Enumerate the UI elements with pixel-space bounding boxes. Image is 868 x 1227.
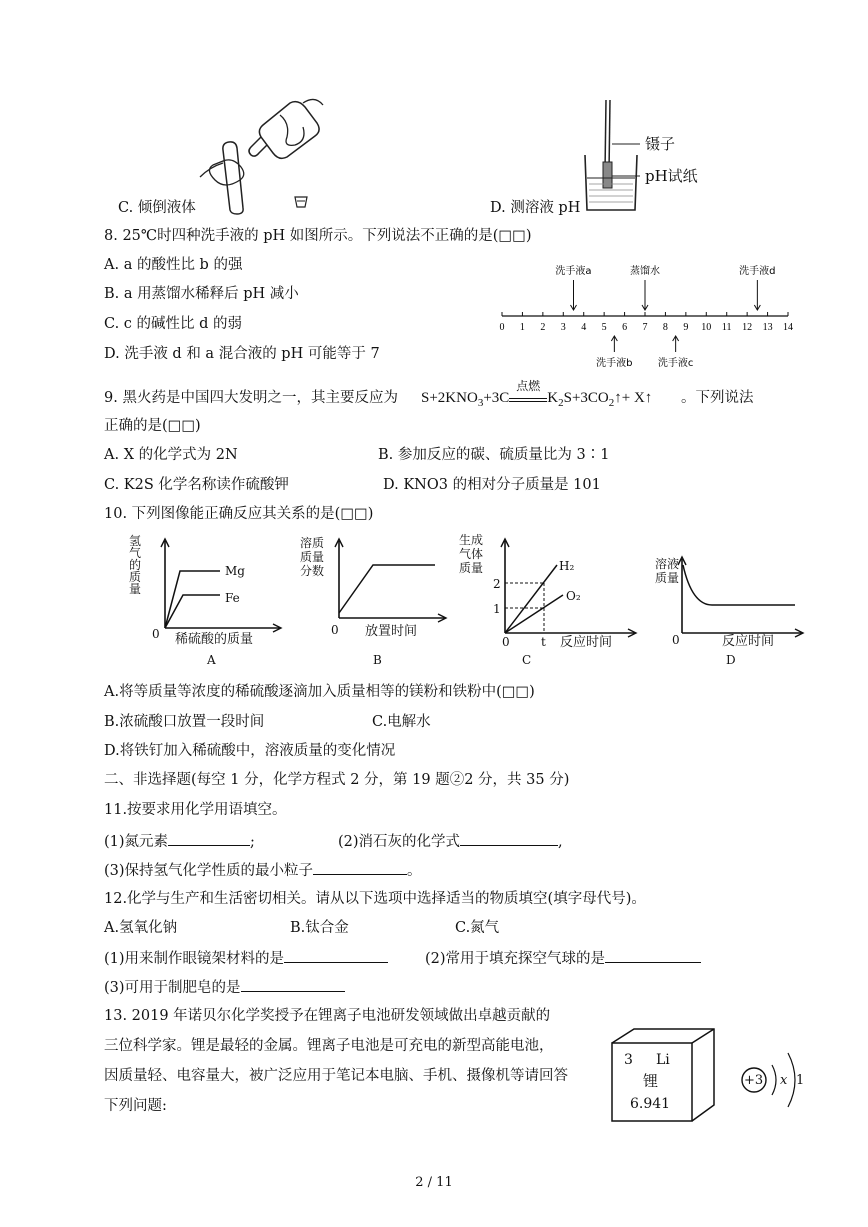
ph-marker-label: 洗手液c: [657, 358, 694, 368]
ph-tick-label: 10: [701, 322, 712, 333]
q11-answer-1[interactable]: [168, 831, 250, 846]
q11-stem: 11.按要求用化学用语填空。: [104, 802, 287, 818]
ph-tick-label: 14: [783, 322, 793, 333]
nucleus-charge: +3: [744, 1073, 764, 1088]
q11-answer-2[interactable]: [460, 831, 558, 846]
atomic-mass: 6.941: [630, 1096, 671, 1112]
q11-part2: (2)消石灰的化学式 ,: [338, 831, 563, 851]
q8-stem: 8. 25℃时四种洗手液的 pH 如图所示。下列说法不正确的是(□□): [104, 228, 532, 244]
q12-answer-1[interactable]: [284, 948, 388, 963]
q9-option-a: A. X 的化学式为 2N: [104, 447, 238, 463]
q13-line1: 13. 2019 年诺贝尔化学奖授予在锂离子电池研发领域做出卓越贡献的: [104, 1008, 551, 1024]
graph-a: 氢 气 的 质 量 Mg Fe 0 稀硫酸的质量 A: [125, 533, 285, 668]
lithium-element-cell: [610, 1027, 720, 1123]
option-d-label: D. 测溶液 pH: [490, 200, 581, 216]
ph-marker-label: 洗手液a: [555, 266, 592, 277]
ph-marker-label: 蒸馏水: [630, 266, 660, 277]
q10-option-a: A.将等质量等浓度的稀硫酸逐滴加入质量相等的镁粉和铁粉中(□□): [104, 684, 535, 700]
ph-marker-label: 洗手液b: [596, 358, 633, 368]
ph-tick-label: 1: [519, 322, 525, 333]
q9-option-b: B. 参加反应的碳、硫质量比为 3∶1: [378, 447, 610, 463]
tweezers-label: 镊子: [645, 135, 676, 153]
ph-tick-label: 4: [581, 322, 587, 333]
ph-marker-label: 洗手液d: [739, 266, 776, 277]
q13-line3: 因质量轻、电容量大，被广泛应用于笔记本电脑、手机、摄像机等请回答: [104, 1068, 568, 1084]
page-number: 2 / 11: [415, 1175, 453, 1190]
reaction-condition: 点燃: [516, 379, 541, 393]
graph-d: 溶液 质量 0 反应时间 D: [650, 553, 810, 668]
q12-part3: (3)可用于制肥皂的是: [104, 977, 345, 997]
q11-part3: (3)保持氢气化学性质的最小粒子 。: [104, 860, 422, 880]
ph-tick-label: 13: [762, 322, 773, 333]
shell-1-electrons: x: [780, 1073, 788, 1088]
q11-part1: (1)氮元素 ;: [104, 831, 255, 851]
q8-option-c: C. c 的碱性比 d 的弱: [104, 316, 243, 332]
q9-stem-pre: 9. 黑火药是中国四大发明之一，其主要反应为: [104, 390, 398, 406]
ph-tick-label: 11: [721, 322, 732, 333]
ph-tick-label: 7: [642, 322, 648, 333]
option-c-label: C. 倾倒液体: [118, 200, 196, 216]
shell-2-electrons: 1: [796, 1073, 805, 1088]
element-name: 锂: [643, 1072, 659, 1090]
q13-line4: 下列问题:: [104, 1098, 167, 1114]
ph-tick-label: 12: [742, 322, 753, 333]
q8-option-b: B. a 用蒸馏水稀释后 pH 减小: [104, 286, 299, 302]
q10-stem: 10. 下列图像能正确反应其关系的是(□□): [104, 506, 374, 522]
q9-stem-post: 。下列说法: [681, 390, 754, 406]
q8-option-d: D. 洗手液 d 和 a 混合液的 pH 可能等于 7: [104, 346, 380, 362]
q12-option-a: A.氢氧化钠: [104, 920, 178, 936]
ph-tick-label: 9: [683, 322, 689, 333]
q13-line2: 三位科学家。锂是最轻的金属。锂离子电池是可充电的新型高能电池，: [104, 1038, 554, 1054]
ph-tick-label: 6: [622, 322, 628, 333]
q12-stem: 12.化学与生产和生活密切相关。请从以下选项中选择适当的物质填空(填字母代号)。: [104, 891, 646, 907]
lithium-atom-structure: [738, 1045, 808, 1115]
graph-c: 生成 气体 质量 2 1 H₂ O₂ 0 t 反应时间 C: [455, 533, 640, 668]
q9-equation: $S+2KNO_3+3C$ 点燃 $K_2S+3CO_2↑+$ X↑: [421, 379, 653, 409]
ph-tick-label: 3: [560, 322, 566, 333]
q9-option-c: C. K2S 化学名称读作硫酸钾: [104, 477, 289, 493]
ph-tick-label: 5: [601, 322, 607, 333]
pouring-liquid-illustration: [195, 95, 330, 215]
q11-answer-3[interactable]: [313, 860, 407, 875]
q12-answer-2[interactable]: [605, 948, 701, 963]
q10-option-d: D.将铁钉加入稀硫酸中，溶液质量的变化情况: [104, 743, 396, 759]
ph-scale-chart: [490, 258, 800, 368]
ph-paper-label: pH试纸: [645, 167, 698, 185]
q12-option-c: C.氮气: [455, 920, 500, 936]
atomic-number: 3: [624, 1052, 633, 1068]
q9-stem-line2: 正确的是(□□): [104, 418, 201, 434]
q10-option-b: B.浓硫酸口放置一段时间: [104, 714, 265, 730]
q9-option-d: D. KNO3 的相对分子质量是 101: [383, 477, 601, 493]
q12-part1: (1)用来制作眼镜架材料的是: [104, 948, 388, 968]
ph-tick-label: 0: [499, 322, 505, 333]
annotation-leaders: [612, 140, 642, 190]
graph-b: 溶质 质量 分数 0 放置时间 B: [295, 533, 455, 668]
q10-option-c: C.电解水: [372, 714, 431, 730]
ph-tick-label: 8: [662, 322, 668, 333]
q12-option-b: B.钛合金: [290, 920, 349, 936]
ph-tick-label: 2: [540, 322, 546, 333]
section-2-heading: 二、非选择题(每空 1 分，化学方程式 2 分，第 19 题②2 分，共 35 分): [104, 772, 570, 788]
q8-option-a: A. a 的酸性比 b 的强: [104, 257, 243, 273]
q12-answer-3[interactable]: [241, 977, 345, 992]
q12-part2: (2)常用于填充探空气球的是: [425, 948, 701, 968]
element-symbol: Li: [656, 1052, 670, 1068]
